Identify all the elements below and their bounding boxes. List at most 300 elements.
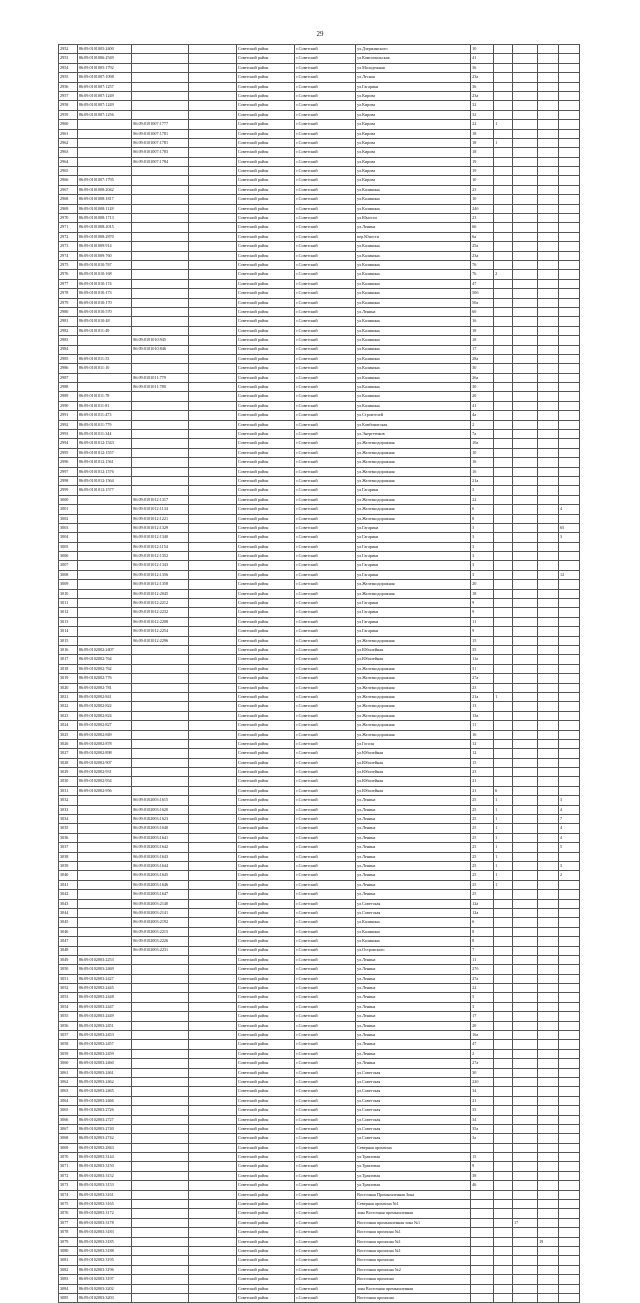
structure-cell	[512, 552, 537, 561]
building-cell	[494, 589, 513, 598]
structure-cell	[512, 129, 537, 138]
street-cell: ул.Калинина	[356, 317, 471, 326]
settlement-cell: г.Советский	[295, 674, 356, 683]
cadastral-number-cell	[77, 523, 131, 532]
building-cell	[494, 1247, 513, 1256]
table-row	[59, 1218, 580, 1227]
district-cell: Советский район	[236, 824, 295, 833]
building-cell	[494, 646, 513, 655]
settlement-cell: г.Советский	[295, 777, 356, 786]
house-number-cell: 3	[471, 523, 494, 532]
table-row	[59, 955, 580, 964]
cadastral-number-cell: 86:09:0101011:473	[77, 411, 131, 420]
apartment-cell	[559, 354, 580, 363]
row-number-cell: 2981	[59, 317, 78, 326]
street-cell: ул.Железнодорожная	[356, 448, 471, 457]
structure-cell	[512, 646, 537, 655]
structure-cell	[512, 1200, 537, 1209]
section-cell	[538, 110, 559, 119]
building-cell	[494, 1049, 513, 1058]
section-cell	[538, 214, 559, 223]
settlement-cell: г.Советский	[295, 946, 356, 955]
street-cell: ул.Островского	[356, 946, 471, 955]
street-cell: ул.Кирова	[356, 120, 471, 129]
street-cell: ул.Ленина	[356, 843, 471, 852]
settlement-cell: г.Советский	[295, 383, 356, 392]
house-number-cell: 8	[471, 937, 494, 946]
building-cadastral-number-cell	[132, 279, 188, 288]
building-cadastral-number-cell	[132, 768, 188, 777]
cadastral-number-cell: 86:09:0102003:3188	[77, 1247, 131, 1256]
street-cell: ул.Калинина	[356, 270, 471, 279]
table-row	[59, 627, 580, 636]
table-row	[59, 214, 580, 223]
apartment-cell	[559, 336, 580, 345]
district-cell: Советский район	[236, 786, 295, 795]
street-cell: ул.Калинина	[356, 260, 471, 269]
settlement-cell: г.Советский	[295, 495, 356, 504]
settlement-cell: г.Советский	[295, 739, 356, 748]
building-cadastral-number-cell: 86:09:0101012:1343	[132, 561, 188, 570]
table-row	[59, 63, 580, 72]
building-cadastral-number-cell	[132, 655, 188, 664]
street-cell: ул.Ленина	[356, 1049, 471, 1058]
building-cadastral-number-cell	[132, 730, 188, 739]
street-cell: ул.Юбилейная	[356, 646, 471, 655]
row-number-cell: 3013	[59, 617, 78, 626]
row-number-cell: 2966	[59, 176, 78, 185]
row-number-cell: 3008	[59, 570, 78, 579]
structure-cell	[512, 373, 537, 382]
cadastral-number-cell: 86:09:0101005:2400	[77, 45, 131, 54]
row-number-cell: 3035	[59, 824, 78, 833]
building-cell	[494, 495, 513, 504]
table-row	[59, 364, 580, 373]
empty-cell	[188, 1031, 236, 1040]
empty-cell	[188, 73, 236, 82]
apartment-cell	[559, 664, 580, 673]
cadastral-number-cell	[77, 908, 131, 917]
table-row	[59, 984, 580, 993]
table-row	[59, 383, 580, 392]
structure-cell	[512, 157, 537, 166]
house-number-cell: 34	[471, 1087, 494, 1096]
settlement-cell: г.Советский	[295, 1049, 356, 1058]
row-number-cell: 3069	[59, 1143, 78, 1152]
empty-cell	[188, 1134, 236, 1143]
house-number-cell: 60	[471, 307, 494, 316]
table-row	[59, 824, 580, 833]
empty-cell	[188, 843, 236, 852]
building-cell: 1	[494, 805, 513, 814]
structure-cell	[512, 1153, 537, 1162]
street-cell: ул.Калинина	[356, 364, 471, 373]
house-number-cell	[471, 1209, 494, 1218]
table-row	[59, 1031, 580, 1040]
district-cell: Советский район	[236, 120, 295, 129]
district-cell: Советский район	[236, 1106, 295, 1115]
apartment-cell	[559, 251, 580, 260]
table-row	[59, 120, 580, 129]
street-cell: ул.Ленина	[356, 880, 471, 889]
structure-cell	[512, 533, 537, 542]
apartment-cell	[559, 101, 580, 110]
house-number-cell: 50б	[471, 289, 494, 298]
cadastral-number-cell	[77, 824, 131, 833]
structure-cell	[512, 636, 537, 645]
cadastral-number-cell: 86:09:0101006:2549	[77, 54, 131, 63]
house-number-cell: 38	[471, 1171, 494, 1180]
house-number-cell	[471, 1275, 494, 1284]
building-cadastral-number-cell: 86:09:0102003:2226	[132, 937, 188, 946]
building-cell: 1	[494, 852, 513, 861]
district-cell: Советский район	[236, 1040, 295, 1049]
row-number-cell: 2976	[59, 270, 78, 279]
section-cell	[538, 815, 559, 824]
apartment-cell: 4	[559, 505, 580, 514]
cadastral-number-cell	[77, 815, 131, 824]
table-row	[59, 833, 580, 842]
street-cell: ул.Кирова	[356, 129, 471, 138]
cadastral-number-cell: 86:09:0102002:827	[77, 721, 131, 730]
section-cell	[538, 871, 559, 880]
row-number-cell: 3042	[59, 890, 78, 899]
district-cell: Советский район	[236, 307, 295, 316]
apartment-cell: 12	[559, 570, 580, 579]
apartment-cell	[559, 702, 580, 711]
row-number-cell: 3017	[59, 655, 78, 664]
building-cell	[494, 148, 513, 157]
settlement-cell: г.Советский	[295, 1077, 356, 1086]
district-cell: Советский район	[236, 927, 295, 936]
district-cell: Советский район	[236, 636, 295, 645]
building-cell	[494, 1200, 513, 1209]
structure-cell	[512, 270, 537, 279]
building-cell	[494, 326, 513, 335]
table-row	[59, 1209, 580, 1218]
structure-cell	[512, 420, 537, 429]
building-cell	[494, 674, 513, 683]
cadastral-number-cell: 86:09:0102003:3178	[77, 1218, 131, 1227]
building-cell	[494, 420, 513, 429]
street-cell: ул.Железнодорожная	[356, 589, 471, 598]
building-cadastral-number-cell: 86:09:0101007:1783	[132, 148, 188, 157]
cadastral-number-cell: 86:09:0101009:914	[77, 242, 131, 251]
cadastral-number-cell: 86:09:0102003:2740	[77, 1124, 131, 1133]
building-cadastral-number-cell: 86:09:0102003:1645	[132, 871, 188, 880]
empty-cell	[188, 739, 236, 748]
apartment-cell: 2	[559, 871, 580, 880]
settlement-cell: г.Советский	[295, 796, 356, 805]
empty-cell	[188, 1002, 236, 1011]
section-cell	[538, 796, 559, 805]
district-cell: Советский район	[236, 589, 295, 598]
row-number-cell: 3018	[59, 664, 78, 673]
building-cell	[494, 411, 513, 420]
empty-cell	[188, 1049, 236, 1058]
table-row	[59, 148, 580, 157]
building-cadastral-number-cell	[132, 786, 188, 795]
district-cell: Советский район	[236, 683, 295, 692]
apartment-cell	[559, 289, 580, 298]
row-number-cell: 3044	[59, 908, 78, 917]
building-cell	[494, 1124, 513, 1133]
house-number-cell: 23а	[471, 73, 494, 82]
building-cell	[494, 1031, 513, 1040]
building-cell: 1	[494, 861, 513, 870]
settlement-cell: г.Советский	[295, 204, 356, 213]
building-cadastral-number-cell	[132, 955, 188, 964]
empty-cell	[188, 777, 236, 786]
row-number-cell: 3030	[59, 777, 78, 786]
cadastral-number-cell: 86:09:0101010:570	[77, 307, 131, 316]
street-cell: Восточная промзона	[356, 1275, 471, 1284]
building-cadastral-number-cell	[132, 664, 188, 673]
structure-cell	[512, 570, 537, 579]
apartment-cell	[559, 749, 580, 758]
row-number-cell: 2998	[59, 476, 78, 485]
section-cell	[538, 1218, 559, 1227]
building-cell	[494, 937, 513, 946]
building-cadastral-number-cell: 86:09:0101012:1352	[132, 552, 188, 561]
apartment-cell	[559, 993, 580, 1002]
row-number-cell: 3014	[59, 627, 78, 636]
building-cadastral-number-cell: 86:09:0101010:945	[132, 336, 188, 345]
apartment-cell	[559, 242, 580, 251]
street-cell: ул.Железнодорожная	[356, 505, 471, 514]
section-cell	[538, 439, 559, 448]
settlement-cell: г.Советский	[295, 167, 356, 176]
house-number-cell: 8	[471, 927, 494, 936]
building-cell	[494, 167, 513, 176]
row-number-cell: 3011	[59, 599, 78, 608]
street-cell: ул.Гагарина	[356, 627, 471, 636]
street-cell: ул.Ленина	[356, 871, 471, 880]
building-cell	[494, 1012, 513, 1021]
building-cadastral-number-cell	[132, 1218, 188, 1227]
cadastral-number-cell: 86:09:0101008:2015	[77, 223, 131, 232]
apartment-cell	[559, 1096, 580, 1105]
street-cell: Восточная промзона №1	[356, 1247, 471, 1256]
building-cadastral-number-cell	[132, 101, 188, 110]
structure-cell	[512, 1049, 537, 1058]
table-row	[59, 937, 580, 946]
table-row	[59, 505, 580, 514]
structure-cell	[512, 927, 537, 936]
section-cell	[538, 383, 559, 392]
settlement-cell: г.Советский	[295, 552, 356, 561]
settlement-cell: г.Советский	[295, 599, 356, 608]
building-cadastral-number-cell: 86:09:0102003:2140	[132, 899, 188, 908]
empty-cell	[188, 805, 236, 814]
building-cell	[494, 1021, 513, 1030]
street-cell: ул.Кирова	[356, 91, 471, 100]
section-cell	[538, 373, 559, 382]
building-cell	[494, 1077, 513, 1086]
empty-cell	[188, 1284, 236, 1293]
section-cell	[538, 692, 559, 701]
building-cell	[494, 448, 513, 457]
street-cell: ул.Гагарина	[356, 608, 471, 617]
building-cell	[494, 974, 513, 983]
building-cell	[494, 476, 513, 485]
empty-cell	[188, 1124, 236, 1133]
house-number-cell: 25	[471, 815, 494, 824]
apartment-cell	[559, 1124, 580, 1133]
apartment-cell: 4	[559, 833, 580, 842]
apartment-cell: 5	[559, 843, 580, 852]
settlement-cell: г.Советский	[295, 458, 356, 467]
building-cell	[494, 570, 513, 579]
settlement-cell: г.Советский	[295, 570, 356, 579]
settlement-cell: г.Советский	[295, 768, 356, 777]
apartment-cell	[559, 786, 580, 795]
table-row	[59, 674, 580, 683]
row-number-cell: 3078	[59, 1228, 78, 1237]
building-cell	[494, 683, 513, 692]
table-row	[59, 486, 580, 495]
row-number-cell: 3070	[59, 1153, 78, 1162]
empty-cell	[188, 786, 236, 795]
section-cell	[538, 523, 559, 532]
settlement-cell: г.Советский	[295, 608, 356, 617]
empty-cell	[188, 1068, 236, 1077]
empty-cell	[188, 908, 236, 917]
building-cadastral-number-cell: 86:09:0101012:2212	[132, 599, 188, 608]
table-row	[59, 167, 580, 176]
settlement-cell: г.Советский	[295, 185, 356, 194]
house-number-cell: 4а	[471, 411, 494, 420]
district-cell: Советский район	[236, 730, 295, 739]
empty-cell	[188, 430, 236, 439]
settlement-cell: г.Советский	[295, 721, 356, 730]
row-number-cell: 2964	[59, 157, 78, 166]
table-row	[59, 185, 580, 194]
row-number-cell: 3045	[59, 918, 78, 927]
house-number-cell: 11а	[471, 655, 494, 664]
settlement-cell: г.Советский	[295, 1293, 356, 1302]
building-cadastral-number-cell	[132, 91, 188, 100]
empty-cell	[188, 476, 236, 485]
house-number-cell: 25	[471, 833, 494, 842]
house-number-cell: 76	[471, 270, 494, 279]
settlement-cell: г.Советский	[295, 730, 356, 739]
section-cell	[538, 1256, 559, 1265]
apartment-cell	[559, 270, 580, 279]
street-cell: ул.Ленина	[356, 1002, 471, 1011]
street-cell: ул.Калинина	[356, 918, 471, 927]
street-cell: ул.Ленина	[356, 1012, 471, 1021]
apartment-cell	[559, 880, 580, 889]
cadastral-number-cell: 86:09:0101010:168	[77, 270, 131, 279]
house-number-cell	[471, 1200, 494, 1209]
building-cell	[494, 354, 513, 363]
building-cadastral-number-cell: 86:09:0102003:1623	[132, 815, 188, 824]
section-cell	[538, 918, 559, 927]
structure-cell	[512, 195, 537, 204]
cadastral-number-cell	[77, 383, 131, 392]
cadastral-number-cell: 86:09:0101011:10	[77, 364, 131, 373]
apartment-cell	[559, 383, 580, 392]
building-cadastral-number-cell	[132, 204, 188, 213]
district-cell: Советский район	[236, 1162, 295, 1171]
row-number-cell: 2997	[59, 467, 78, 476]
apartment-cell	[559, 646, 580, 655]
street-cell: ул.Дзержинского	[356, 45, 471, 54]
structure-cell	[512, 354, 537, 363]
building-cell	[494, 101, 513, 110]
row-number-cell: 2994	[59, 439, 78, 448]
cadastral-number-cell: 86:09:0102003:2727	[77, 1115, 131, 1124]
row-number-cell: 2990	[59, 401, 78, 410]
street-cell: ул.Железнодорожная	[356, 476, 471, 485]
structure-cell	[512, 1134, 537, 1143]
structure-cell	[512, 833, 537, 842]
table-row	[59, 317, 580, 326]
street-cell: ул.Строителей	[356, 411, 471, 420]
table-row	[59, 777, 580, 786]
district-cell: Советский район	[236, 871, 295, 880]
settlement-cell: г.Советский	[295, 54, 356, 63]
street-cell: ул.Ленина	[356, 955, 471, 964]
street-cell: ул.Гагарина	[356, 561, 471, 570]
cadastral-number-cell: 86:09:0101010:170	[77, 298, 131, 307]
settlement-cell: г.Советский	[295, 120, 356, 129]
structure-cell	[512, 692, 537, 701]
cadastral-number-cell	[77, 833, 131, 842]
building-cell	[494, 702, 513, 711]
building-cadastral-number-cell	[132, 289, 188, 298]
empty-cell	[188, 974, 236, 983]
empty-cell	[188, 692, 236, 701]
street-cell: ул.Калинина	[356, 345, 471, 354]
apartment-cell	[559, 495, 580, 504]
settlement-cell: г.Советский	[295, 129, 356, 138]
house-number-cell: 15	[471, 1153, 494, 1162]
building-cadastral-number-cell	[132, 232, 188, 241]
cadastral-number-cell: 86:09:0102003:2457	[77, 1040, 131, 1049]
cadastral-number-cell: 86:09:0101010:173	[77, 289, 131, 298]
building-cadastral-number-cell	[132, 692, 188, 701]
settlement-cell: г.Советский	[295, 927, 356, 936]
building-cell	[494, 110, 513, 119]
cadastral-number-cell: 86:09:0101012:1577	[77, 486, 131, 495]
district-cell: Советский район	[236, 326, 295, 335]
row-number-cell: 3023	[59, 711, 78, 720]
cadastral-number-cell	[77, 899, 131, 908]
table-row	[59, 899, 580, 908]
table-row	[59, 1087, 580, 1096]
empty-cell	[188, 1087, 236, 1096]
settlement-cell: г.Советский	[295, 298, 356, 307]
section-cell	[538, 1124, 559, 1133]
row-number-cell: 2975	[59, 260, 78, 269]
house-number-cell: 32	[471, 110, 494, 119]
building-cadastral-number-cell	[132, 1209, 188, 1218]
street-cell: ул.Кирова	[356, 176, 471, 185]
cadastral-number-cell: 86:09:0101012:1557	[77, 448, 131, 457]
building-cadastral-number-cell: 86:09:0102003:2215	[132, 927, 188, 936]
settlement-cell: г.Советский	[295, 890, 356, 899]
structure-cell	[512, 1012, 537, 1021]
empty-cell	[188, 242, 236, 251]
structure-cell	[512, 401, 537, 410]
settlement-cell: г.Советский	[295, 984, 356, 993]
table-row	[59, 843, 580, 852]
building-cell	[494, 1162, 513, 1171]
empty-cell	[188, 1171, 236, 1180]
district-cell: Советский район	[236, 260, 295, 269]
